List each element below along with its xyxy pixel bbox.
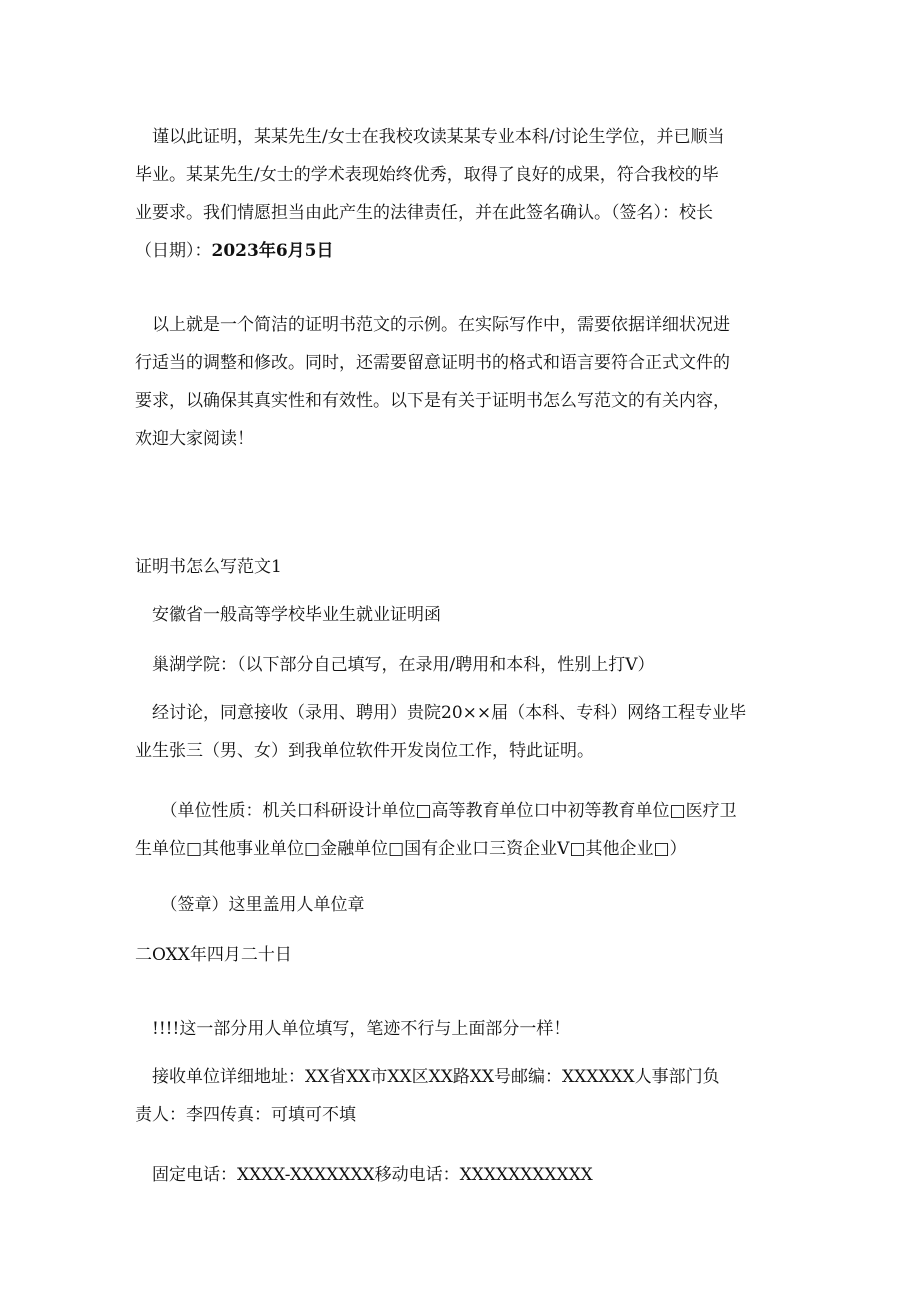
letter-title-text: 安徽省一般高等学校毕业生就业证明函	[135, 605, 441, 625]
intro-line: 谨以此证明，某某先生/女士在我校攻读某某专业本科/讨论生学位，并已顺当	[135, 127, 725, 147]
intro-date-prefix: （日期）：	[135, 241, 212, 261]
unit-nature-line: 生单位□其他事业单位□金融单位□国有企业口三资企业V□其他企业□）	[135, 839, 687, 859]
employer-address-line: 接收单位详细地址：XX省XX市XX区XX路XX号邮编：XXXXXX人事部门负	[135, 1067, 720, 1087]
intro-paragraph	[135, 118, 795, 270]
employer-note	[135, 1010, 795, 1048]
letter-body-line: 经讨论，同意接收（录用、聘用）贵院20××届（本科、专科）网络工程专业毕	[135, 703, 747, 723]
letter-date	[135, 936, 795, 974]
unit-nature	[135, 792, 795, 868]
employer-phone-text: 固定电话：XXXX-XXXXXXX移动电话：XXXXXXXXXXX	[135, 1165, 593, 1185]
employer-note-text: !!!!这一部分用人单位填写，笔迹不行与上面部分一样！	[135, 1019, 571, 1039]
letter-body	[135, 694, 795, 770]
summary-line: 要求，以确保其真实性和有效性。以下是有关于证明书怎么写范文的有关内容，	[135, 391, 730, 411]
letter-addressee	[135, 646, 795, 684]
summary-paragraph	[135, 306, 795, 458]
intro-date-line	[135, 232, 795, 270]
letter-addressee-text: 巢湖学院：（以下部分自己填写，在录用/聘用和本科，性别上打V）	[135, 655, 655, 675]
summary-line: 行适当的调整和修改。同时，还需要留意证明书的格式和语言要符合正式文件的	[135, 353, 730, 373]
intro-line: 毕业。某某先生/女士的学术表现始终优秀，取得了良好的成果，符合我校的毕	[135, 165, 719, 185]
unit-nature-line: （单位性质：机关口科研设计单位□高等教育单位口中初等教育单位□医疗卫	[135, 801, 737, 821]
section-title	[135, 548, 795, 586]
section-title-text: 证明书怎么写范文1	[135, 557, 282, 577]
intro-line: 业要求。我们情愿担当由此产生的法律责任，并在此签名确认。（签名）：校长	[135, 203, 713, 223]
intro-date-value: 2023年6月5日	[211, 241, 334, 261]
letter-seal	[135, 886, 795, 924]
employer-phone	[135, 1156, 795, 1194]
summary-line: 欢迎大家阅读！	[135, 429, 254, 449]
letter-title	[135, 596, 795, 634]
letter-seal-text: （签章）这里盖用人单位章	[135, 895, 365, 915]
summary-line: 以上就是一个简洁的证明书范文的示例。在实际写作中，需要依据详细状况进	[135, 315, 730, 335]
letter-body-line: 业生张三（男、女）到我单位软件开发岗位工作，特此证明。	[135, 741, 594, 761]
employer-address-line: 责人：李四传真：可填可不填	[135, 1105, 356, 1125]
letter-date-text: 二OXX年四月二十日	[135, 945, 292, 965]
employer-address	[135, 1058, 795, 1134]
